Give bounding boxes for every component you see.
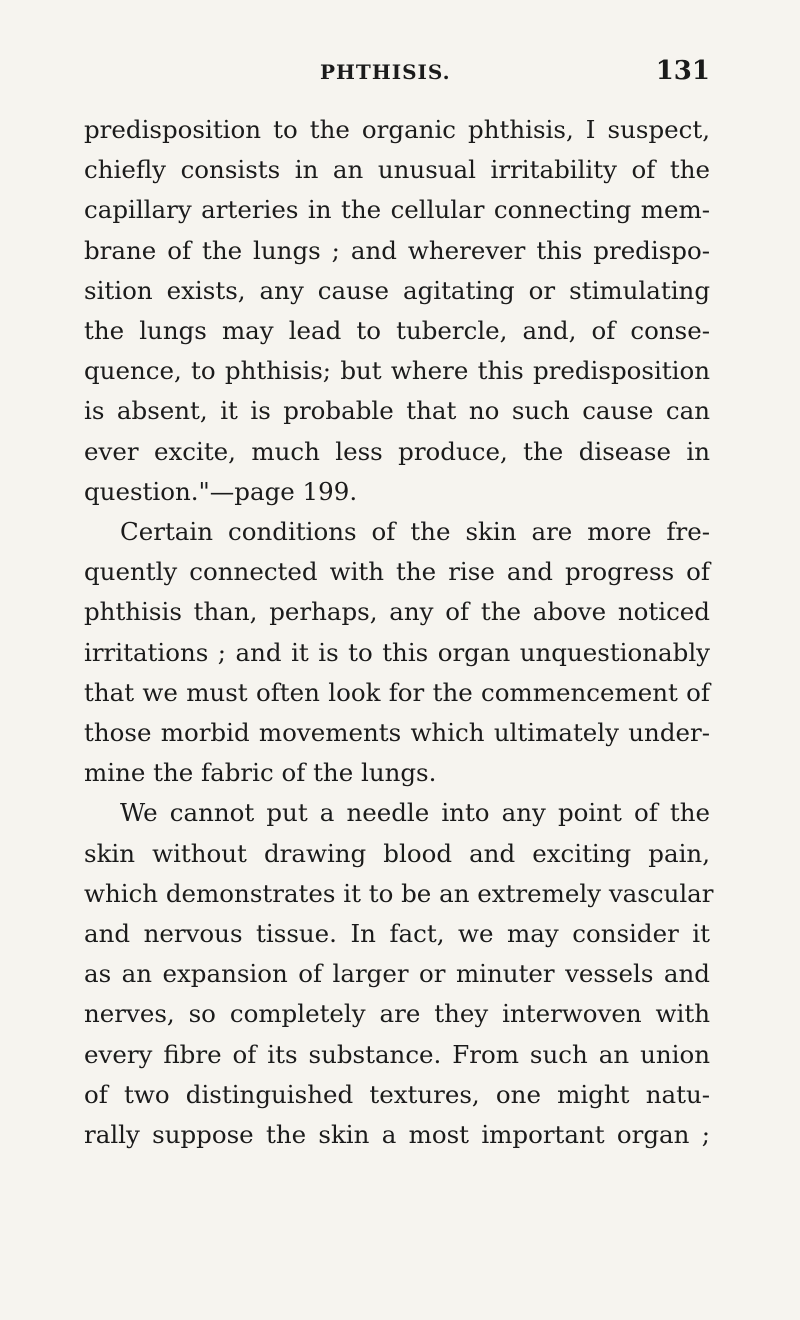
text-line: We cannot put a needle into any point of the	[120, 798, 710, 828]
text-line: those morbid movements which ultimately under-	[84, 718, 710, 748]
body-text	[84, 110, 714, 1155]
text-line: that we must often look for the commencement of	[84, 677, 710, 707]
text-line: nerves, so completely are they interwoven with	[84, 999, 710, 1029]
text-line: every fibre of its substance. From such an union	[84, 1039, 710, 1069]
text-line: mine the fabric of the lungs.	[84, 758, 437, 788]
text-line: Certain conditions of the skin are more fre-	[120, 517, 710, 547]
text-line: chiefly consists in an unusual irritability of the	[84, 155, 710, 185]
text-line: capillary arteries in the cellular connecting mem-	[84, 195, 710, 225]
text-line: sition exists, any cause agitating or stimulating	[84, 275, 710, 305]
text-line: quence, to phthisis; but where this predisposition	[84, 356, 710, 386]
text-line: is absent, it is probable that no such cause can	[84, 396, 710, 426]
text-line: which demonstrates it to be an extremely vascular	[84, 878, 714, 908]
text-line: ever excite, much less produce, the disease in	[84, 436, 710, 466]
text-line: phthisis than, perhaps, any of the above noticed	[84, 597, 710, 627]
text-line: quently connected with the rise and progress of	[84, 557, 710, 587]
running-title: PHTHISIS.	[320, 60, 451, 84]
running-head	[84, 56, 710, 94]
text-line: rally suppose the skin a most important organ ;	[84, 1120, 710, 1150]
text-line: as an expansion of larger or minuter vessels and	[84, 959, 710, 989]
text-line: of two distinguished textures, one might natu-	[84, 1079, 710, 1109]
text-line: brane of the lungs ; and wherever this predispo-	[84, 235, 710, 265]
text-line: question."—page 199.	[84, 476, 358, 506]
page-number: 131	[655, 56, 710, 86]
text-line: predisposition to the organic phthisis, I suspect,	[84, 115, 710, 144]
text-line: irritations ; and it is to this organ unquestionably	[84, 637, 710, 667]
text-line: and nervous tissue. In fact, we may consider it	[84, 919, 710, 949]
text-line: the lungs may lead to tubercle, and, of conse-	[84, 316, 710, 346]
text-line: skin without drawing blood and exciting pain,	[84, 838, 710, 868]
